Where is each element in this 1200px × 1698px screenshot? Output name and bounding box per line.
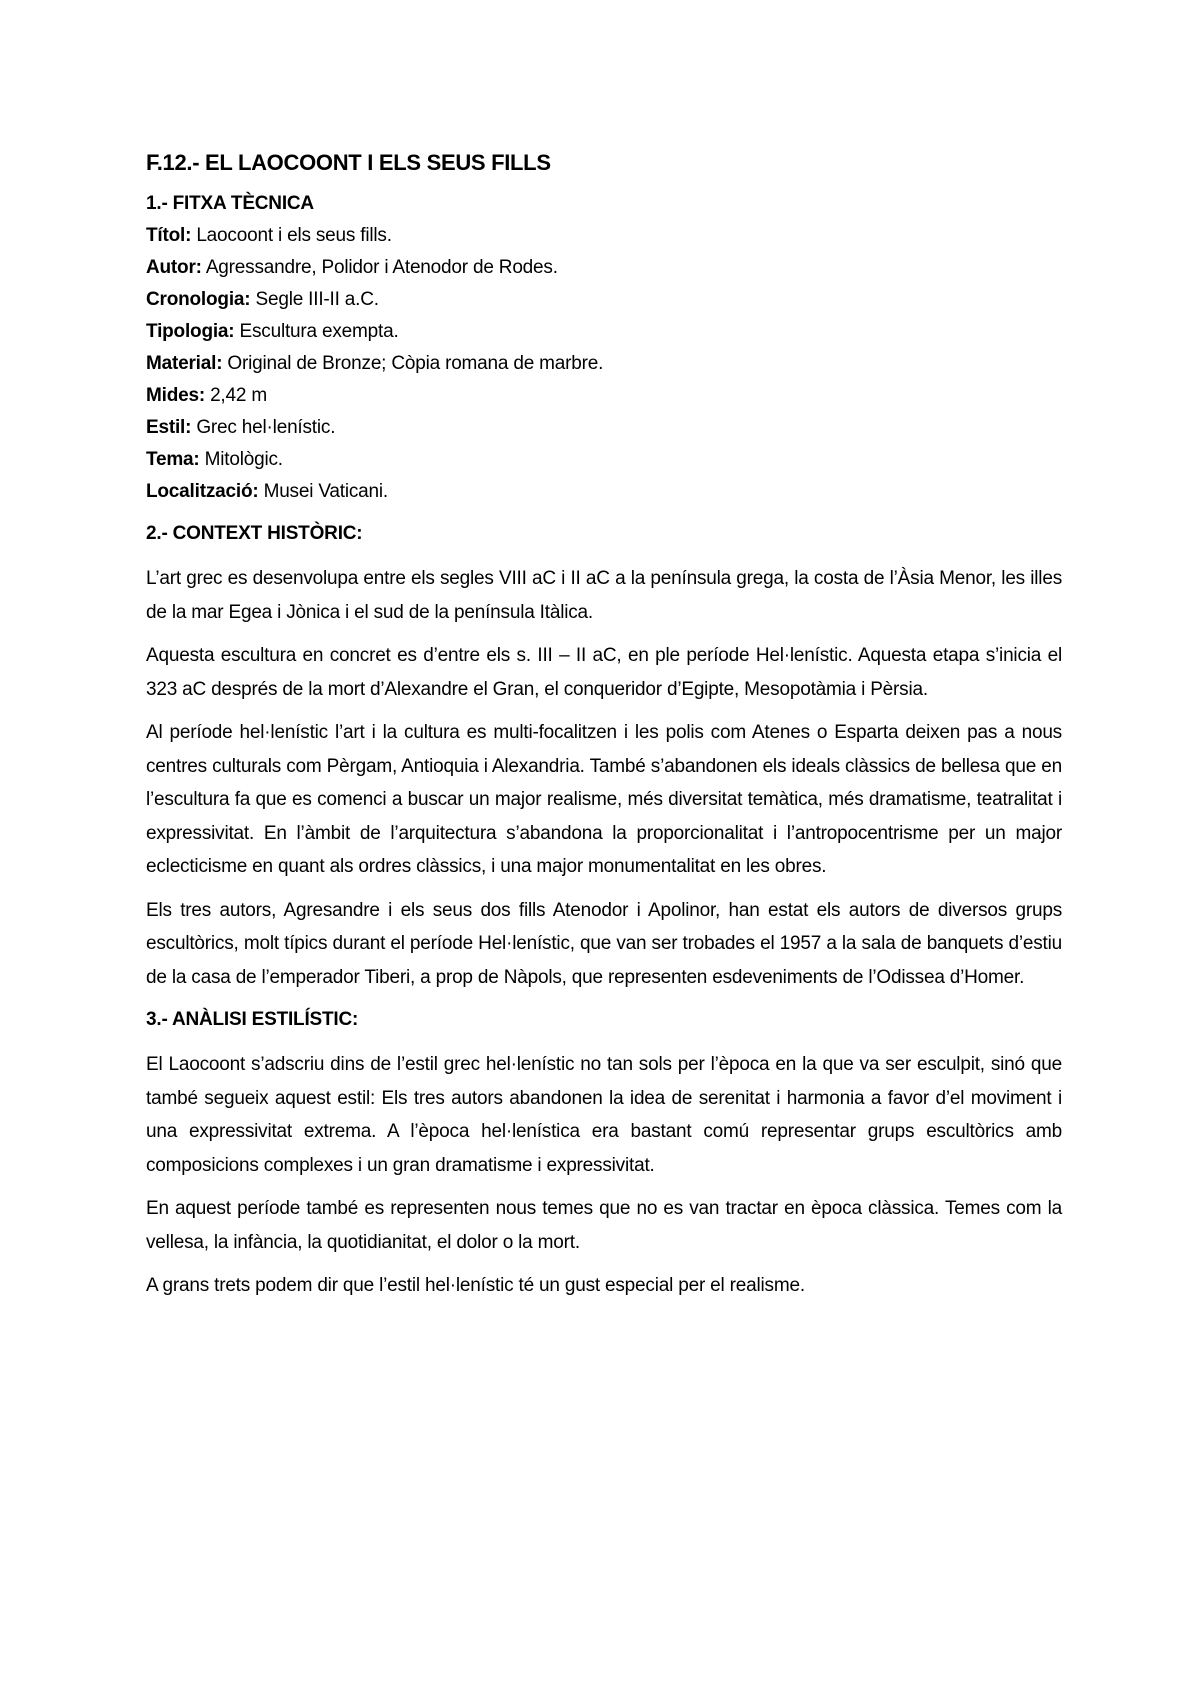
field-value: Original de Bronze; Còpia romana de marbre.	[222, 353, 604, 374]
field-value: 2,42 m	[204, 385, 267, 406]
section-heading-fitxa: 1.- FITXA TÈCNICA	[146, 193, 314, 214]
paragraph: En aquest període també es representen nous temes que no es van tractar en època clàssica. Temes com la vellesa, la infància, la quotidianitat, el dolor o la mort.	[146, 1198, 1062, 1253]
field-tema	[146, 444, 1062, 476]
field-label: Cronologia:	[146, 289, 251, 310]
field-autor	[146, 252, 1062, 284]
field-value: Grec hel·lenístic.	[191, 417, 336, 438]
field-value: Segle III-II a.C.	[250, 289, 379, 310]
paragraph: Els tres autors, Agresandre i els seus dos fills Atenodor i Apolinor, han estat els autors de diversos grups escultòrics, molt típics durant el període Hel·lenístic, que van ser trobades el 1957 a la sala de banquets d’estiu de la casa de l’emperador Tiberi, a prop de Nàpols, que representen esdeveniments de l’Odissea d’Homer.	[146, 899, 1062, 988]
field-estil	[146, 412, 1062, 444]
field-label: Estil:	[146, 417, 192, 438]
technical-sheet	[146, 220, 1062, 508]
section-heading-analisi: 3.- ANÀLISI ESTILÍSTIC:	[146, 1009, 359, 1030]
field-material	[146, 348, 1062, 380]
field-label: Mides:	[146, 385, 205, 406]
field-label: Autor:	[146, 257, 202, 278]
field-value: Escultura exempta.	[234, 321, 399, 342]
paragraph: A grans trets podem dir que l’estil hel·lenístic té un gust especial per el realisme.	[146, 1275, 805, 1296]
field-label: Material:	[146, 353, 223, 374]
paragraph: L’art grec es desenvolupa entre els segles VIII aC i II aC a la península grega, la costa de l’Àsia Menor, les illes de la mar Egea i Jònica i el sud de la península Itàlica.	[146, 568, 1062, 623]
field-label: Localització:	[146, 481, 259, 502]
paragraph: Aquesta escultura en concret es d’entre els s. III – II aC, en ple període Hel·lenístic. Aquesta etapa s’inicia el 323 aC després de la mort d’Alexandre el Gran, el conqueridor d’Egipte, Mesopotàmia i Pèrsia.	[146, 645, 1062, 700]
field-value: Musei Vaticani.	[258, 481, 388, 502]
field-value: Mitològic.	[199, 449, 283, 470]
field-cronologia	[146, 284, 1062, 316]
field-label: Títol:	[146, 225, 192, 246]
section-heading-context: 2.- CONTEXT HISTÒRIC:	[146, 523, 363, 544]
field-value: Laocoont i els seus fills.	[191, 225, 392, 246]
field-label: Tipologia:	[146, 321, 235, 342]
field-tipologia	[146, 316, 1062, 348]
document-page	[146, 146, 1062, 1313]
field-titol	[146, 220, 1062, 252]
field-label: Tema:	[146, 449, 200, 470]
field-localitzacio	[146, 476, 1062, 508]
document-title: F.12.- EL LAOCOONT I ELS SEUS FILLS	[146, 150, 551, 175]
paragraph: Al període hel·lenístic l’art i la cultura es multi-focalitzen i les polis com Atenes o Esparta deixen pas a nous centres culturals com Pèrgam, Antioquia i Alexandria. També s’abandonen els ideals clàssics de bellesa que en l’escultura fa que es comenci a buscar un major realisme, més diversitat temàtica, més dramatisme, teatralitat i expressivitat. En l’àmbit de l’arquitectura s’abandona la proporcionalitat i l’antropocentrisme per un major eclecticisme en quant als ordres clàssics, i una major monumentalitat en les obres.	[146, 722, 1062, 877]
paragraph: El Laocoont s’adscriu dins de l’estil grec hel·lenístic no tan sols per l’època en la que va ser esculpit, sinó que també segueix aquest estil: Els tres autors abandonen la idea de serenitat i harmonia a favor d’el moviment i una expressivitat extrema. A l’època hel·lenística era bastant comú representar grups escultòrics amb composicions complexes i un gran dramatisme i expressivitat.	[146, 1054, 1062, 1176]
field-value: Agressandre, Polidor i Atenodor de Rodes.	[201, 257, 558, 278]
field-mides	[146, 380, 1062, 412]
